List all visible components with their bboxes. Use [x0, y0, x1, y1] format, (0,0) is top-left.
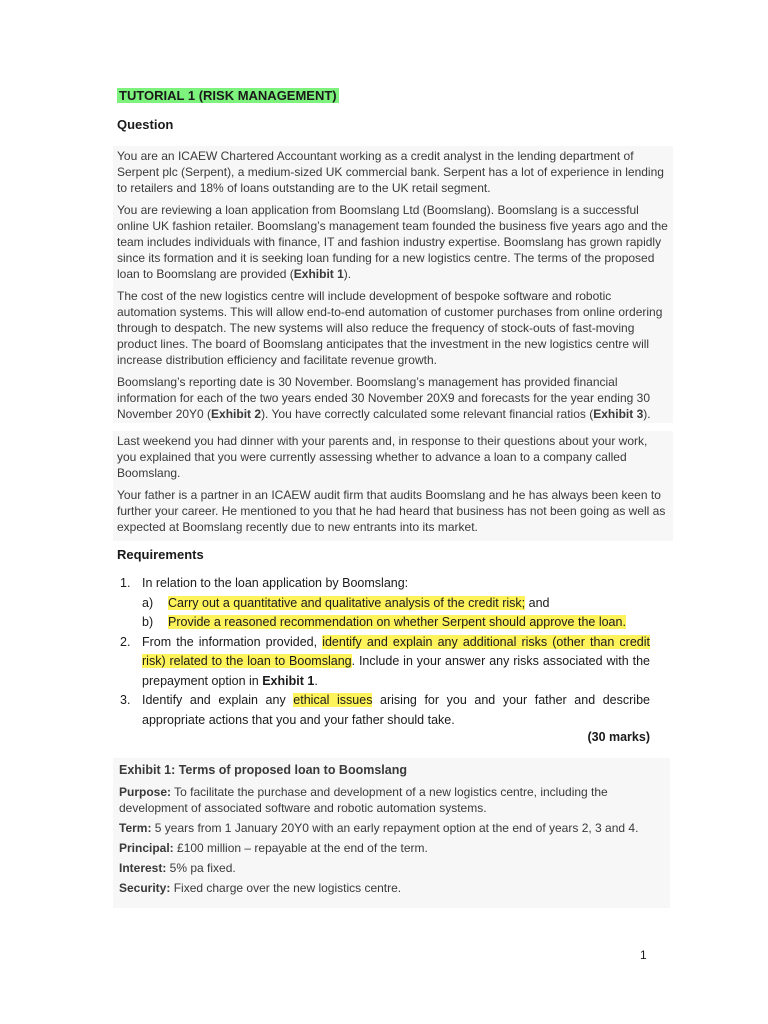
requirement-1b: b) Provide a reasoned recommendation on whether Serpent should approve the loan. [142, 615, 626, 629]
requirements-heading: Requirements [117, 547, 204, 562]
scenario-block-2 [113, 431, 673, 541]
requirement-1: 1. In relation to the loan application by Boomslang: a) Carry out a quantitative and qualitative analysis of the credit risk; and b) Provide a reasoned recommendation on whether Serpent should approve the loan. [120, 574, 650, 633]
scenario-paragraph-3: The cost of the new logistics centre will include development of bespoke software and robotic automation systems. This will allow end-to-end automation of customer purchases from online ordering through to despatch. The new systems will also reduce the frequency of stock-outs of fast-moving product lines. The board of Boomslang anticipates that the investment in the new logistics centre will increase distribution efficiency and facilitate revenue growth. [117, 289, 663, 367]
total-marks: (30 marks) [587, 730, 650, 744]
exhibit-security: Security: Fixed charge over the new logistics centre. [119, 881, 402, 895]
exhibit-title: Exhibit 1: Terms of proposed loan to Boomslang [119, 763, 407, 777]
scenario-paragraph-4: Boomslang’s reporting date is 30 November. Boomslang’s management has provided financial information for each of the two years ended 30 November 20X9 and forecasts for the year ending 30 November 20Y0 (Exhibit 2). You have correctly calculated some relevant financial ratios (Exhibit 3). [117, 375, 651, 421]
scenario-paragraph-2: You are reviewing a loan application from Boomslang Ltd (Boomslang). Boomslang is a successful online UK fashion retailer. Boomslang’s management team founded the business five years ago and the team includes individuals with finance, IT and fashion industry expertise. Boomslang has grown rapidly since its formation and it is seeking loan funding for a new logistics centre. The terms of the proposed loan to Boomslang are provided (Exhibit 1). [117, 203, 668, 281]
requirement-3: 3. Identify and explain any ethical issues arising for you and your father and describe appropriate actions that you and your father should take. [120, 693, 650, 727]
scenario-paragraph-5: Last weekend you had dinner with your parents and, in response to their questions about your work, you explained that you were currently assessing whether to advance a loan to a company called Boomslang. [117, 434, 648, 480]
requirement-2: 2. From the information provided, identify and explain any additional risks (other than credit risk) related to the loan to Boomslang. Include in your answer any risks associated with the prepayment option in Exhibit 1. [120, 634, 650, 688]
scenario-paragraph-6: Your father is a partner in an ICAEW audit firm that audits Boomslang and he has always been keen to further your career. He mentioned to you that he had heard that business has not been going as well as expected at Boomslang recently due to new entrants into its market. [117, 488, 666, 534]
exhibit-1 [113, 758, 670, 908]
exhibit-purpose: Purpose: To facilitate the purchase and development of a new logistics centre, including the development of associated software and robotic automation systems. [119, 785, 608, 815]
requirements-list [120, 574, 650, 730]
scenario-paragraph-1: You are an ICAEW Chartered Accountant working as a credit analyst in the lending department of Serpent plc (Serpent), a medium-sized UK commercial bank. Serpent has a lot of experience in lending to retailers and 18% of loans outstanding are to the UK retail segment. [117, 149, 664, 195]
exhibit-term: Term: 5 years from 1 January 20Y0 with an early repayment option at the end of years 2, 3 and 4. [119, 821, 639, 835]
page-number: 1 [640, 948, 647, 962]
exhibit-interest: Interest: 5% pa fixed. [119, 861, 236, 875]
scenario-block-1 [113, 146, 673, 423]
exhibit-principal: Principal: £100 million – repayable at the end of the term. [119, 841, 428, 855]
document-title [117, 88, 339, 104]
requirement-1a: a) Carry out a quantitative and qualitative analysis of the credit risk; and [142, 595, 550, 610]
title-highlight: TUTORIAL 1 (RISK MANAGEMENT) [119, 88, 337, 103]
question-heading: Question [117, 117, 174, 132]
